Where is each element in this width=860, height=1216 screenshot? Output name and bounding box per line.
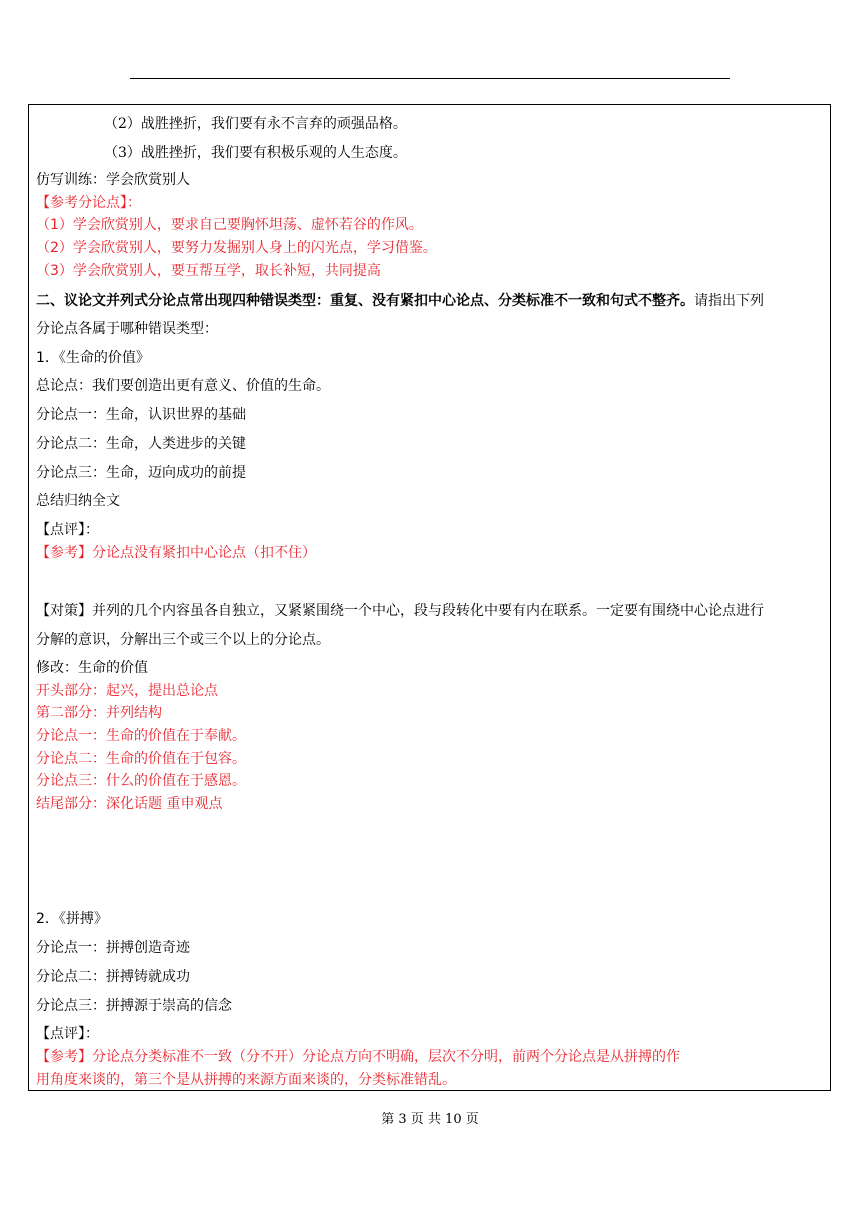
text-line: 总结归纳全文 [36,493,120,509]
section-heading-bold: 二、议论文并列式分论点常出现四种错误类型：重复、没有紧扣中心论点、分类标准不一致和句式不整齐。 [36,293,694,309]
revision-line: 第二部分：并列结构 [36,705,162,721]
revision-line: 分论点一：生命的价值在于奉献。 [36,728,246,744]
text-line: 分论点一：拼搏创造奇迹 [36,940,190,956]
text-line: 修改：生命的价值 [36,660,148,676]
example-title: 2．《拼搏》 [36,911,108,927]
text-line: 分论点三：拼搏源于崇高的信念 [36,998,232,1014]
text-line: 分论点一：生命，认识世界的基础 [36,407,246,423]
page-footer: 第 3 页 共 10 页 [381,1112,479,1127]
reference-line: （1）学会欣赏别人，要求自己要胸怀坦荡、虚怀若谷的作风。 [36,217,423,233]
comment-label: 【点评】： [36,522,99,538]
reference-line: 【参考】分论点分类标准不一致（分不开）分论点方向不明确，层次不分明，前两个分论点是从拼搏的作 [36,1049,680,1065]
example-title: 1．《生命的价值》 [36,350,150,366]
strategy-line: 分解的意识，分解出三个或三个以上的分论点。 [36,632,330,648]
reference-line: （2）学会欣赏别人，要努力发掘别人身上的闪光点，学习借鉴。 [36,240,437,256]
section-heading [36,292,764,310]
text-line: （3）战胜挫折，我们要有积极乐观的人生态度。 [104,145,407,161]
text-line: 分论点二：生命，人类进步的关键 [36,436,246,452]
text-line: 仿写训练：学会欣赏别人 [36,172,190,188]
revision-line: 结尾部分：深化话题 重申观点 [36,796,223,812]
revision-line: 分论点二：生命的价值在于包容。 [36,751,246,767]
section-heading-tail: 请指出下列 [694,293,764,309]
revision-line: 开头部分：起兴，提出总论点 [36,683,218,699]
reference-line: 用角度来谈的，第三个是从拼搏的来源方面来谈的，分类标准错乱。 [36,1072,456,1088]
text-line: 分论点三：生命，迈向成功的前提 [36,465,246,481]
strategy-line: 【对策】并列的几个内容虽各自独立，又紧紧围绕一个中心，段与段转化中要有内在联系。一定要有围绕中心论点进行 [36,603,764,619]
reference-line: 【参考】分论点没有紧扣中心论点（扣不住） [36,545,316,561]
reference-line: （3）学会欣赏别人，要互帮互学，取长补短，共同提高 [36,263,381,279]
text-line: 分论点二：拼搏铸就成功 [36,969,190,985]
text-line: 分论点各属于哪种错误类型： [36,321,218,337]
revision-line: 分论点三：什么的价值在于感恩。 [36,773,246,789]
text-line: 总论点：我们要创造出更有意义、价值的生命。 [36,378,330,394]
reference-heading: 【参考分论点】： [36,195,141,211]
comment-label: 【点评】： [36,1026,99,1042]
text-line: （2）战胜挫折，我们要有永不言弃的顽强品格。 [104,116,407,132]
header-rule [130,78,730,79]
